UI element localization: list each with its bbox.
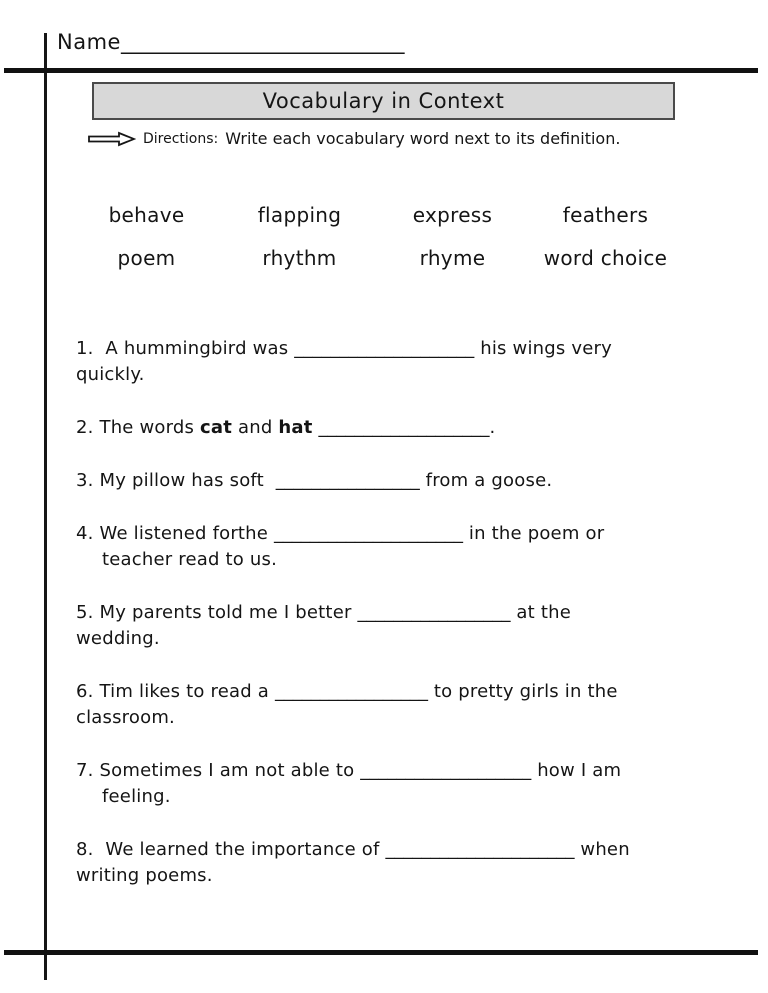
sentence-text: hat (278, 417, 313, 438)
name-row (57, 30, 404, 54)
word-bank-item: express (412, 203, 493, 227)
sentence-text: and (232, 417, 279, 438)
sentence-text: writing poems. (76, 865, 213, 886)
sentence-text: classroom. (76, 707, 175, 728)
answer-blank[interactable]: ____________________ (294, 338, 475, 359)
sentence-text: 2. The words (76, 417, 201, 438)
sentence-text: . (489, 417, 496, 438)
directions-label: Directions: (143, 130, 219, 147)
sentence-text: wedding. (76, 628, 160, 649)
directions-row (88, 129, 620, 148)
word-bank-item: rhythm (262, 246, 337, 270)
name-label: Name (57, 30, 121, 54)
sentence (76, 600, 766, 652)
sentence-text: how I am (531, 760, 622, 781)
answer-blank[interactable]: ___________________ (318, 417, 490, 438)
word-bank-row (70, 203, 682, 227)
word-bank-item: feathers (562, 203, 649, 227)
directions-text: Write each vocabulary word next to its definition. (225, 129, 621, 148)
sentence-line (76, 758, 766, 784)
sentence (76, 468, 766, 494)
sentence-text: when (574, 839, 630, 860)
sentence-text: at the (510, 602, 571, 623)
sentence-line (76, 336, 766, 362)
sentence-line (76, 468, 766, 494)
sentence-text: 4. We listened forthe (76, 523, 274, 544)
sentence-text: to pretty girls in the (427, 681, 618, 702)
sentence-line (76, 784, 766, 810)
sentence-text: 3. My pillow has soft (76, 470, 276, 491)
word-bank-item: poem (117, 246, 176, 270)
sentence-line (76, 521, 766, 547)
sentence-line (76, 600, 766, 626)
page-title: Vocabulary in Context (262, 89, 505, 113)
answer-blank[interactable]: _____________________ (274, 523, 463, 544)
sentence-text: 8. We learned the importance of (76, 839, 386, 860)
left-margin-line (44, 33, 47, 980)
sentence-line (76, 415, 766, 441)
word-bank-row (70, 246, 682, 270)
answer-blank[interactable]: ________________ (275, 470, 420, 491)
sentence-text: in the poem or (463, 523, 605, 544)
sentences (76, 336, 766, 916)
sentence-line (76, 679, 766, 705)
sentence (76, 679, 766, 731)
sentence-text: 6. Tim likes to read a (76, 681, 275, 702)
sentence (76, 336, 766, 388)
sentence-text: 7. Sometimes I am not able to (76, 760, 361, 781)
sentence-text: from a goose. (419, 470, 553, 491)
sentence-text: teacher read to us. (102, 549, 278, 570)
answer-blank[interactable]: _________________ (357, 602, 511, 623)
sentence-line (76, 837, 766, 863)
sentence-line (76, 705, 766, 731)
answer-blank[interactable]: _________________ (274, 681, 428, 702)
answer-blank[interactable]: ___________________ (360, 760, 532, 781)
top-rule (4, 68, 758, 73)
sentence-text: 1. A hummingbird was (76, 338, 295, 359)
word-bank-item: behave (108, 203, 185, 227)
sentence-text: feeling. (102, 786, 171, 807)
bottom-rule (4, 950, 758, 955)
sentence (76, 758, 766, 810)
name-blank[interactable]: ___________________________ (120, 30, 405, 54)
word-bank-item: word choice (543, 246, 668, 270)
word-bank-item: rhyme (419, 246, 486, 270)
sentence-line (76, 362, 766, 388)
sentence-line (76, 863, 766, 889)
sentence-text: his wings very (474, 338, 612, 359)
sentence-text: quickly. (76, 364, 145, 385)
title-box (92, 82, 675, 120)
word-bank-item: flapping (257, 203, 342, 227)
sentence-text: cat (200, 417, 233, 438)
sentence-text: 5. My parents told me I better (76, 602, 358, 623)
answer-blank[interactable]: _____________________ (385, 839, 575, 860)
sentence (76, 521, 766, 573)
sentence (76, 415, 766, 441)
sentence (76, 837, 766, 889)
word-bank (70, 203, 682, 289)
sentence-line (76, 547, 766, 573)
sentence-line (76, 626, 766, 652)
arrow-icon (88, 130, 136, 148)
